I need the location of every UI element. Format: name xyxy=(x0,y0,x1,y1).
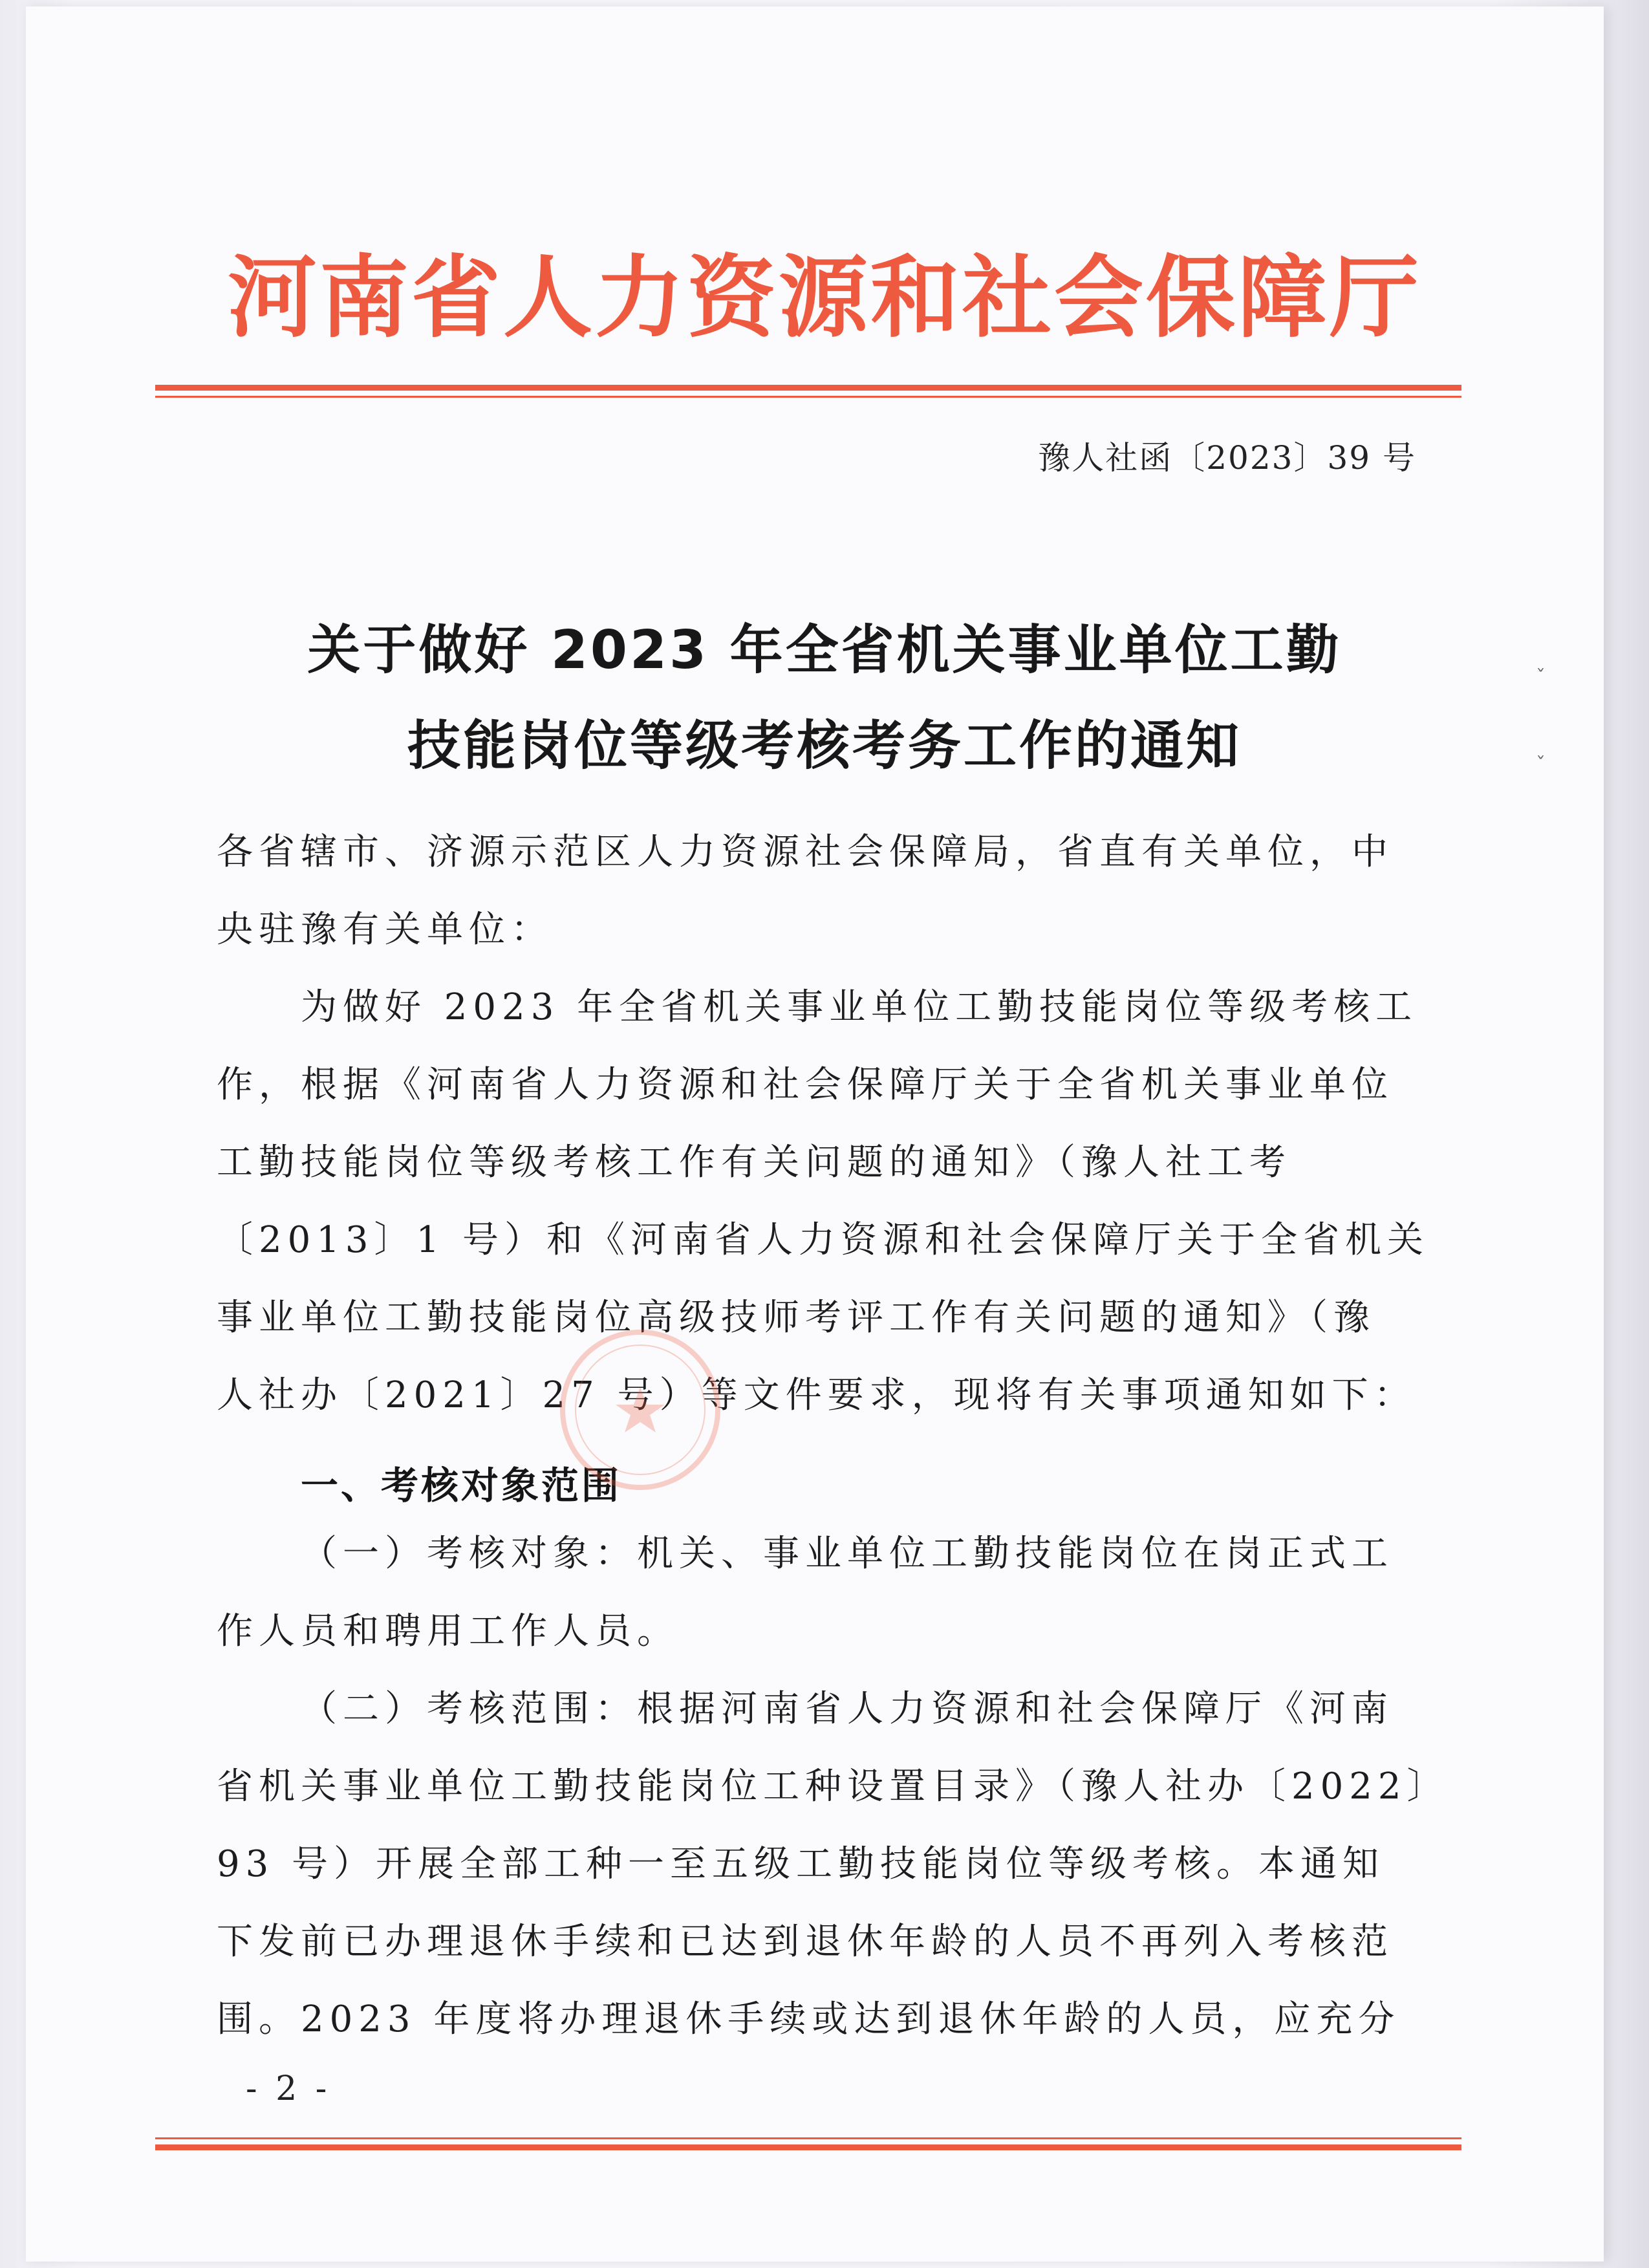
item-line: 作人员和聘用工作人员。 xyxy=(217,1610,679,1652)
paragraph-line: 人社办〔2021〕27 号）等文件要求，现将有关事项通知如下： xyxy=(217,1374,1416,1416)
scan-mark-icon: ˇ xyxy=(1536,753,1546,776)
letterhead-rule-bottom xyxy=(155,396,1461,398)
footer-rule-top xyxy=(155,2137,1461,2139)
document-title-line-2: 技能岗位等级考核考务工作的通知 xyxy=(407,715,1242,777)
letterhead-org-name: 河南省人力资源和社会保障厅 xyxy=(227,246,1421,350)
letterhead-rule-top xyxy=(155,385,1461,391)
item-line: 下发前已办理退休手续和已达到退休年龄的人员不再列入考核范 xyxy=(217,1921,1394,1963)
paragraph-line: 作，根据《河南省人力资源和社会保障厅关于全省机关事业单位 xyxy=(217,1064,1394,1106)
item-line: （二）考核范围：根据河南省人力资源和社会保障厅《河南 xyxy=(301,1688,1394,1730)
paragraph-line: 工勤技能岗位等级考核工作有关问题的通知》（豫人社工考 xyxy=(217,1141,1291,1183)
salutation-line-2: 央驻豫有关单位： xyxy=(217,909,553,951)
item-line: 93 号）开展全部工种一至五级工勤技能岗位等级考核。本通知 xyxy=(217,1843,1385,1885)
salutation-line-1: 各省辖市、济源示范区人力资源社会保障局，省直有关单位，中 xyxy=(217,831,1394,873)
document-title-line-1: 关于做好 2023 年全省机关事业单位工勤 xyxy=(307,620,1342,681)
section-heading: 一、考核对象范围 xyxy=(301,1463,622,1507)
paragraph-line: 〔2013〕1 号）和《河南省人力资源和社会保障厅关于全省机关 xyxy=(217,1219,1429,1261)
page-number: - 2 - xyxy=(246,2069,331,2108)
scan-mark-icon: ˇ xyxy=(1536,666,1546,689)
official-seal-icon xyxy=(556,1326,724,1494)
item-line: 围。2023 年度将办理退休手续或达到退休年龄的人员，应充分 xyxy=(217,1998,1401,2040)
paragraph-line: 事业单位工勤技能岗位高级技师考评工作有关问题的通知》（豫 xyxy=(217,1297,1375,1339)
paragraph-line: 为做好 2023 年全省机关事业单位工勤技能岗位等级考核工 xyxy=(301,986,1418,1028)
footer-rule-bottom xyxy=(155,2144,1461,2150)
item-line: （一）考核对象：机关、事业单位工勤技能岗位在岗正式工 xyxy=(301,1533,1394,1575)
item-line: 省机关事业单位工勤技能岗位工种设置目录》（豫人社办〔2022〕 xyxy=(217,1766,1449,1808)
document-number: 豫人社函〔2023〕39 号 xyxy=(1038,439,1416,477)
